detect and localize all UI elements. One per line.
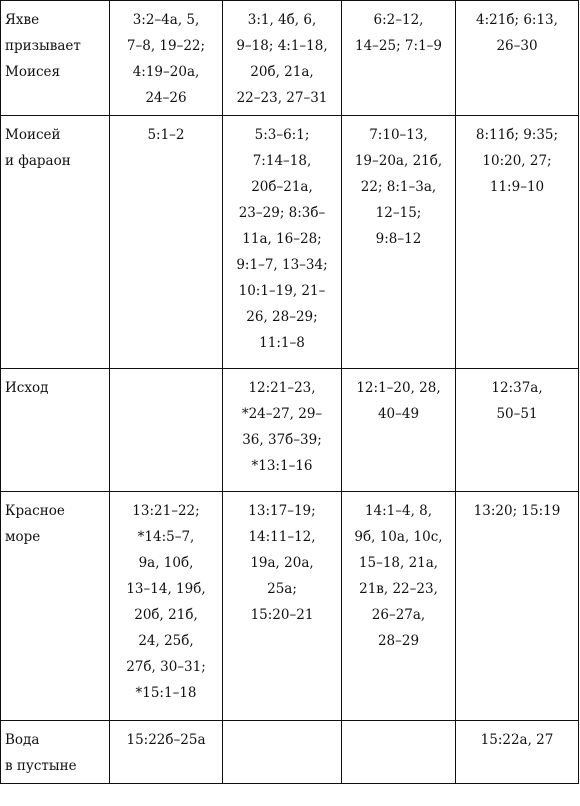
cell-line: 14:1–4, 8, <box>364 503 433 519</box>
row-label-line: Вода <box>5 732 40 748</box>
cell-line: 22–23, 27–31 <box>236 90 328 106</box>
table-cell <box>342 721 456 784</box>
cell-line: *15:1–18 <box>135 685 197 701</box>
table-cell <box>342 369 456 492</box>
cell-line: 13:17–19; <box>248 503 316 519</box>
cell-line: 15:22б–25а <box>126 732 206 748</box>
table-cell <box>342 116 456 369</box>
table-cell <box>342 492 456 721</box>
cell-line: 19а, 20а, <box>250 555 314 571</box>
table-cell <box>110 1 223 116</box>
cell-line: *14:5–7, <box>137 529 195 545</box>
cell-line: 15–18, 21а, <box>358 555 439 571</box>
cell-line: 20б, 21а, <box>250 64 314 80</box>
table-row <box>1 369 579 492</box>
cell-line: 7:14–18, <box>252 153 312 169</box>
cell-line: 50–51 <box>496 406 538 422</box>
cell-line: 11:9–10 <box>489 179 545 195</box>
cell-line: 4:19–20а, <box>132 64 200 80</box>
cell-line: 9а, 10б, <box>138 555 194 571</box>
cell-line: 10:20, 27; <box>482 153 552 169</box>
cell-line: *24–27, 29– <box>241 406 323 422</box>
row-label-line: Моисея <box>5 64 61 80</box>
cell-line: 13–14, 19б, <box>126 581 206 597</box>
cell-line: 4:21б; 6:13, <box>476 12 558 28</box>
table-cell <box>223 492 342 721</box>
table-cell <box>456 721 579 784</box>
cell-line: 13:21–22; <box>132 503 200 519</box>
table-cell <box>110 492 223 721</box>
cell-line: 15:20–21 <box>250 607 314 623</box>
cell-line: 20б–21а, <box>251 179 313 195</box>
cell-line: 24, 25б, <box>138 633 194 649</box>
cell-line: 12:1–20, 28, <box>356 380 441 396</box>
cell-line: 36, 37б–39; <box>242 432 322 448</box>
cell-line: 13:20; 15:19 <box>473 503 561 519</box>
row-label-line: Яхве <box>5 12 40 28</box>
table-row <box>1 1 579 116</box>
cell-line: 9–18; 4:1–18, <box>236 38 328 54</box>
table-cell <box>456 1 579 116</box>
table-cell <box>110 116 223 369</box>
row-label-cell <box>1 721 110 784</box>
cell-line: 5:3–6:1; <box>254 127 310 143</box>
row-label-line: Исход <box>5 380 49 396</box>
cell-line: *13:1–16 <box>251 458 313 474</box>
cell-line: 9б, 10а, 10с, <box>354 529 443 545</box>
cell-line: 9:1–7, 13–34; <box>236 257 328 273</box>
row-label-cell <box>1 369 110 492</box>
cell-line: 26–30 <box>496 38 538 54</box>
table-cell <box>456 369 579 492</box>
cell-line: 15:22а, 27 <box>480 732 554 748</box>
cell-line: 7–8, 19–22; <box>126 38 206 54</box>
row-label-line: море <box>5 529 41 545</box>
cell-line: 21в, 22–23, <box>359 581 438 597</box>
cell-line: 22; 8:1–3а, <box>360 179 437 195</box>
cell-line: 5:1–2 <box>147 127 185 143</box>
cell-line: 6:2–12, <box>373 12 424 28</box>
table-cell <box>456 116 579 369</box>
cell-line: 26–27а, <box>371 607 426 623</box>
cell-line: 9:8–12 <box>375 231 422 247</box>
row-label-line: в пустыне <box>5 758 77 774</box>
row-label-cell <box>1 116 110 369</box>
cell-line: 26, 28–29; <box>246 309 318 325</box>
table-cell <box>110 721 223 784</box>
cell-line: 14–25; 7:1–9 <box>354 38 442 54</box>
cell-line: 3:2–4а, 5, <box>132 12 200 28</box>
table-row <box>1 492 579 721</box>
row-label-cell <box>1 492 110 721</box>
cell-line: 24–26 <box>145 90 187 106</box>
cell-line: 23–29; 8:3б– <box>238 205 326 221</box>
row-label-line: призывает <box>5 38 81 54</box>
cell-line: 28–29 <box>377 633 420 649</box>
table-cell <box>110 369 223 492</box>
cell-line: 3:1, 4б, 6, <box>247 12 317 28</box>
cell-line: 27б, 30–31; <box>126 659 206 675</box>
table-cell <box>223 369 342 492</box>
cell-line: 20б, 21б, <box>134 607 198 623</box>
table-cell <box>223 116 342 369</box>
table-row <box>1 721 579 784</box>
table-cell <box>223 1 342 116</box>
cell-line: 7:10–13, <box>369 127 428 143</box>
table-row <box>1 116 579 369</box>
cell-line: 11:1–8 <box>259 335 305 351</box>
cell-line: 8:11б; 9:35; <box>475 127 559 143</box>
cell-line: 12:21–23, <box>248 380 316 396</box>
cell-line: 14:11–12, <box>248 529 316 545</box>
row-label-cell <box>1 1 110 116</box>
table-cell <box>456 492 579 721</box>
table-cell <box>342 1 456 116</box>
cell-line: 19–20а, 21б, <box>354 153 443 169</box>
cell-line: 12:37а, <box>491 380 543 396</box>
cell-line: 11а, 16–28; <box>242 231 322 247</box>
table-cell <box>223 721 342 784</box>
cell-line: 12–15; <box>375 205 422 221</box>
row-label-line: Красное <box>5 503 65 519</box>
cell-line: 40–49 <box>377 406 420 422</box>
row-label-line: и фараон <box>5 153 71 169</box>
cell-line: 25а; <box>267 581 297 597</box>
row-label-line: Моисей <box>5 127 61 143</box>
cell-line: 10:1–19, 21– <box>238 283 326 299</box>
